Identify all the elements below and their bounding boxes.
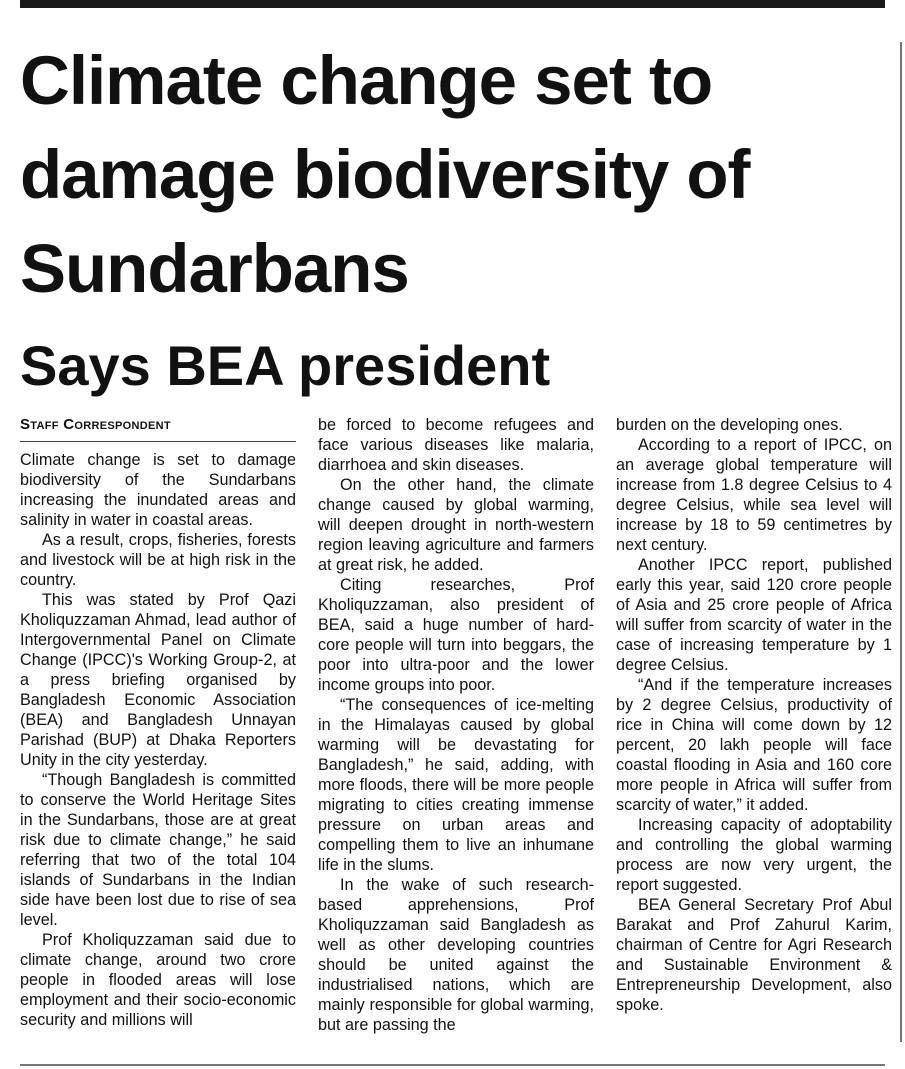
paragraph: In the wake of such research-based apprehensions, Prof Kholiquzzaman said Bangladesh as well as other developing countries should be united against the industrialised nations, which are mainly responsible for global warming, but are passing the — [318, 876, 594, 1034]
top-rule — [20, 0, 885, 8]
paragraph: Increasing capacity of adoptability and controlling the global warming process are now very urgent, the report suggested. — [616, 816, 892, 894]
paragraph: As a result, crops, fisheries, forests and livestock will be at high risk in the country. — [20, 531, 296, 589]
paragraph: be forced to become refugees and face various diseases like malaria, diarrhoea and skin diseases. — [318, 416, 594, 474]
paragraph: burden on the developing ones. — [616, 416, 843, 434]
bottom-rule — [20, 1064, 885, 1066]
byline: Staff Correspondent — [20, 415, 296, 442]
paragraph: Citing researches, Prof Kholiquzzaman, also president of BEA, said a huge number of hard-core people will turn into beggars, the poor into ultra-poor and the lower income groups into poor. — [318, 576, 594, 694]
paragraph: “And if the temperature increases by 2 degree Celsius, productivity of rice in China will come down by 12 percent, 20 lakh people will face coastal flooding in Asia and 160 core more people in Africa will suffer from scarcity of water,” it added. — [616, 676, 892, 814]
headline: Climate change set to damage biodiversity of Sundarbans — [20, 42, 750, 307]
article-column-2 — [318, 415, 594, 1035]
paragraph: “The consequences of ice-melting in the Himalayas caused by global warming will be devastating for Bangladesh,” he said, adding, with more floods, there will be more people migrating to cities creating immense pressure on urban areas and compelling them to live an inhumane life in the slums. — [318, 696, 594, 874]
subheadline: Says BEA president — [20, 334, 551, 397]
article-column-3 — [616, 415, 892, 1015]
paragraph: Another IPCC report, published early this year, said 120 crore people of Asia and 25 crore people of Africa will suffer from scarcity of water in the case of increasing temperature by 1 degree Celsius. — [616, 556, 892, 674]
article-column-1 — [20, 415, 296, 1030]
paragraph: “Though Bangladesh is committed to conserve the World Heritage Sites in the Sundarbans, those are at great risk due to climate change,” he said referring that two of the total 104 islands of Sundarbans in the Indian side have been lost due to rise of sea level. — [20, 771, 296, 929]
paragraph: Climate change is set to damage biodiversity of the Sundarbans increasing the inundated areas and salinity in water in coastal areas. — [20, 451, 296, 529]
paragraph: BEA General Secretary Prof Abul Barakat and Prof Zahurul Karim, chairman of Centre for Agri Research and Sustainable Environment & Entrepreneurship Development, also spoke. — [616, 896, 892, 1014]
paragraph: This was stated by Prof Qazi Kholiquzzaman Ahmad, lead author of Intergovernmental Panel on Climate Change (IPCC)'s Working Group-2, at a press briefing organised by Bangladesh Economic Association (BEA) and Bangladesh Unnayan Parishad (BUP) at Dhaka Reporters Unity in the city yesterday. — [20, 591, 296, 769]
paragraph: According to a report of IPCC, on an average global temperature will increase from 1.8 degree Celsius to 4 degree Celsius, while sea level will increase by 18 to 59 centimetres by next century. — [616, 436, 892, 554]
right-column-rule — [900, 42, 902, 1042]
paragraph: On the other hand, the climate change caused by global warming, will deepen drought in north-western region leaving agriculture and farmers at great risk, he added. — [318, 476, 594, 574]
paragraph: Prof Kholiquzzaman said due to climate change, around two crore people in flooded areas will lose employment and their socio-economic security and millions will — [20, 931, 296, 1029]
